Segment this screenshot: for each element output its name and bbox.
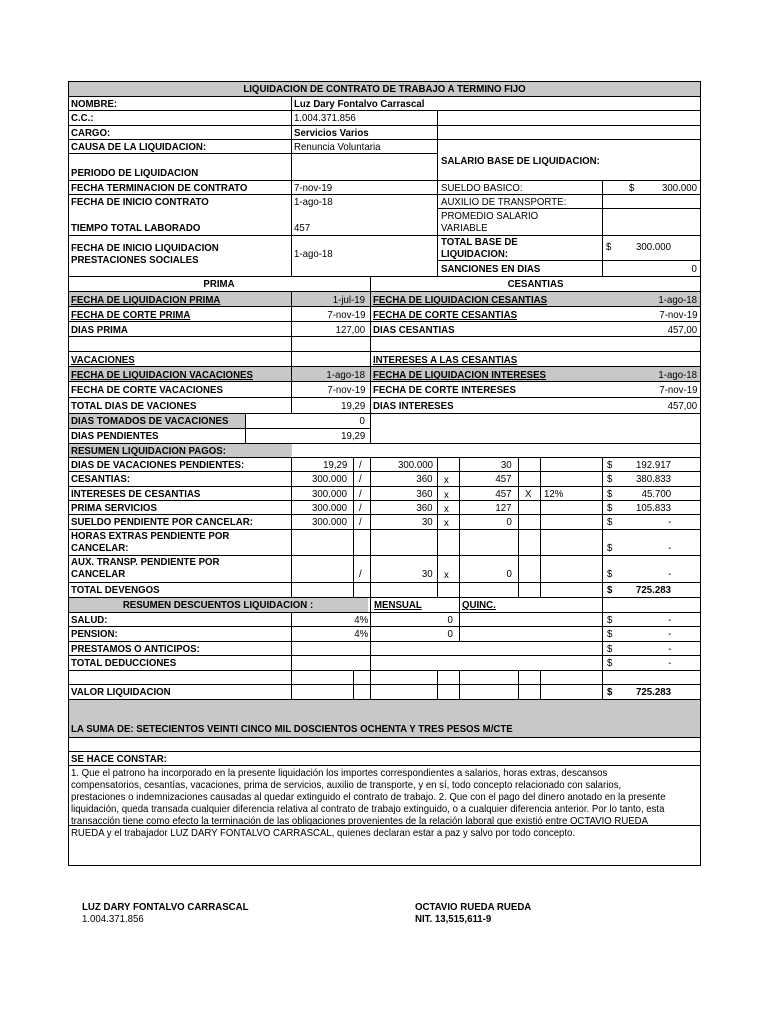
constar-label: SE HACE CONSTAR: (71, 753, 167, 765)
int-dias-value: 457,00 (667, 400, 697, 412)
pago-c: 0 (506, 516, 512, 528)
salud-pct: 4% (354, 614, 368, 626)
total-deducciones-label: TOTAL DEDUCCIONES (71, 657, 177, 669)
descuentos-title: RESUMEN DESCUENTOS LIQUIDACION : (122, 599, 314, 611)
pago-total: - (667, 516, 671, 528)
prima-fecha-corte-label: FECHA DE CORTE PRIMA (71, 309, 191, 321)
pago-cur: $ (607, 502, 613, 514)
prima-dias-label: DIAS PRIMA (71, 324, 128, 336)
cc-label: C.C.: (71, 112, 94, 124)
pago-total: 380.833 (636, 473, 671, 485)
pago-c: 457 (495, 488, 512, 500)
pago-cur: $ (607, 459, 613, 471)
int-fecha-liq-value: 1-ago-18 (658, 369, 697, 381)
total-devengos-cur: $ (607, 584, 613, 596)
periodo-label: PERIODO DE LIQUIDACION (71, 167, 199, 179)
vac-tomados-label: DIAS TOMADOS DE VACACIONES (71, 415, 229, 427)
horas-extras-cur: $ (607, 542, 613, 554)
tiempo-label: TIEMPO TOTAL LABORADO (71, 222, 201, 234)
salud-total: - (667, 614, 671, 626)
pago-op1: / (359, 488, 362, 500)
pago-op2: x (444, 517, 449, 529)
auxilio-label: AUXILIO DE TRANSPORTE: (441, 196, 567, 208)
vac-fecha-liq-value: 1-ago-18 (326, 369, 365, 381)
pago-d: 12% (544, 488, 564, 500)
vac-total-value: 19,29 (340, 400, 365, 412)
prestamos-cur: $ (607, 643, 613, 655)
int-fecha-liq-label: FECHA DE LIQUIDACION INTERESES (373, 369, 547, 381)
fecha-inicio-value: 1-ago-18 (294, 196, 333, 208)
pago-cur: $ (607, 473, 613, 485)
total-base-value: 300.000 (636, 241, 671, 253)
pago-op2: x (444, 489, 449, 501)
aux-transp-op1: / (359, 568, 362, 580)
horas-extras-label-1: HORAS EXTRAS PENDIENTE POR (71, 530, 230, 542)
document-title: LIQUIDACION DE CONTRATO DE TRABAJO A TERMINO FIJO (243, 83, 526, 95)
pension-total: - (667, 628, 671, 640)
suma-text: LA SUMA DE: SETECIENTOS VEINTI CINCO MIL DOSCIENTOS OCHENTA Y TRES PESOS M/CTE (71, 723, 513, 735)
pago-c: 457 (495, 473, 512, 485)
pago-label: CESANTIAS: (71, 473, 131, 485)
total-base-currency: $ (606, 241, 612, 253)
cesantias-title: CESANTIAS (507, 278, 564, 290)
pago-op1: / (359, 502, 362, 514)
pago-label: SUELDO PENDIENTE POR CANCELAR: (71, 516, 253, 528)
prima-dias-value: 127,00 (335, 324, 365, 336)
pago-a: 300.000 (312, 516, 347, 528)
pago-c: 30 (501, 459, 512, 471)
vac-tomados-value: 0 (359, 415, 365, 427)
valor-liquidacion-label: VALOR LIQUIDACION (71, 686, 171, 698)
firma-empleador-id: NIT. 13,515,611-9 (415, 913, 492, 925)
pago-b: 360 (416, 488, 433, 500)
pago-b: 300.000 (398, 459, 433, 471)
pago-a: 300.000 (312, 473, 347, 485)
total-devengos-value: 725.283 (636, 584, 671, 596)
aux-transp-c: 0 (506, 568, 512, 580)
cesantias-dias-label: DIAS CESANTIAS (373, 324, 455, 336)
cesantias-dias-value: 457,00 (667, 324, 697, 336)
vacaciones-title: VACACIONES (71, 354, 135, 366)
aux-transp-total: - (667, 568, 671, 580)
cargo-label: CARGO: (71, 127, 111, 139)
vac-fecha-corte-value: 7-nov-19 (326, 384, 365, 396)
fecha-terminacion-value: 7-nov-19 (294, 182, 333, 194)
nombre-value: Luz Dary Fontalvo Carrascal (294, 98, 425, 110)
pago-op2: x (444, 474, 449, 486)
salario-title: SALARIO BASE DE LIQUIDACION: (441, 155, 600, 167)
mensual-label: MENSUAL (374, 599, 422, 611)
pago-label: PRIMA SERVICIOS (71, 502, 157, 514)
pago-total: 192.917 (636, 459, 671, 471)
int-fecha-corte-value: 7-nov-19 (658, 384, 697, 396)
pago-a: 300.000 (312, 502, 347, 514)
sueldo-value: 300.000 (662, 182, 697, 194)
salud-label: SALUD: (71, 614, 108, 626)
pago-c: 127 (495, 502, 512, 514)
pension-label: PENSION: (71, 628, 118, 640)
cargo-value: Servicios Varios (294, 127, 369, 139)
pago-op1: / (359, 459, 362, 471)
nombre-label: NOMBRE: (71, 98, 118, 110)
pago-label: INTERESES DE CESANTIAS (71, 488, 201, 500)
prima-fecha-liq-label: FECHA DE LIQUIDACION PRIMA (71, 294, 221, 306)
constar-text: 1. Que el patrono ha incorporado en la presente liquidación los importes correspondientes a salarios, horas extras, descansos compensatorios, cesantías, vacaciones, prima de servicios, auxilio de transporte, y en sí, todo concepto relacionado con salarios, prestaciones o indemnizaciones causadas al quedar extinguido el contrato de trabajo. 2. Que con el pago del dinero anotado en la presente liquidación, queda transada cualquier diferencia relativa al contrato de trabajo extinguido, o a cualquier diferencia anterior. Por lo tanto, esta transacción tiene como efecto la terminación de las obligaciones provenientes de la relación laboral que existió entre OCTAVIO RUEDA RUEDA y el trabajador LUZ DARY FONTALVO CARRASCAL, quienes declaran estar a paz y salvo por todo concepto. (71, 768, 666, 839)
pago-op3: X (525, 488, 532, 500)
pago-total: 45.700 (641, 488, 671, 500)
causa-label: CAUSA DE LA LIQUIDACION: (71, 141, 207, 153)
cesantias-fecha-liq-label: FECHA DE LIQUIDACION CESANTIAS (373, 294, 548, 306)
valor-liquidacion-value: 725.283 (636, 686, 671, 698)
prima-fecha-corte-value: 7-nov-19 (326, 309, 365, 321)
cesantias-fecha-liq-value: 1-ago-18 (658, 294, 697, 306)
salud-mensual: 0 (447, 614, 453, 626)
prima-fecha-liq-value: 1-jul-19 (332, 294, 365, 306)
pago-cur: $ (607, 488, 613, 500)
aux-transp-label-1: AUX. TRANSP. PENDIENTE POR (71, 556, 220, 568)
inicio-prestaciones-label-1: FECHA DE INICIO LIQUIDACION (71, 242, 219, 254)
aux-transp-cur: $ (607, 568, 613, 580)
pension-mensual: 0 (447, 628, 453, 640)
inicio-prestaciones-label-2: PRESTACIONES SOCIALES (71, 254, 199, 266)
promedio-label-2: VARIABLE (441, 222, 488, 234)
firma-trabajador-id: 1.004.371.856 (82, 913, 144, 925)
pago-b: 30 (422, 516, 433, 528)
pago-b: 360 (416, 473, 433, 485)
pago-op1: / (359, 516, 362, 528)
pago-label: DIAS DE VACACIONES PENDIENTES: (71, 459, 245, 471)
salud-cur: $ (607, 614, 613, 626)
cesantias-fecha-corte-label: FECHA DE CORTE CESANTIAS (373, 309, 518, 321)
total-deducciones-cur: $ (607, 657, 613, 669)
vac-fecha-corte-label: FECHA DE CORTE VACACIONES (71, 384, 223, 396)
promedio-label-1: PROMEDIO SALARIO (441, 210, 539, 222)
inicio-prestaciones-value: 1-ago-18 (294, 248, 333, 260)
aux-transp-b: 30 (422, 568, 433, 580)
vac-total-label: TOTAL DIAS DE VACIONES (71, 400, 197, 412)
total-base-label-1: TOTAL BASE DE (441, 236, 518, 248)
horas-extras-total: - (667, 542, 671, 554)
intereses-title: INTERESES A LAS CESANTIAS (373, 354, 518, 366)
sueldo-label: SUELDO BASICO: (441, 182, 523, 194)
prestamos-label: PRESTAMOS O ANTICIPOS: (71, 643, 200, 655)
total-deducciones-value: - (667, 657, 671, 669)
pago-cur: $ (607, 516, 613, 528)
pago-total: 105.833 (636, 502, 671, 514)
sanciones-label: SANCIONES EN DIAS (441, 263, 541, 275)
aux-transp-label-2: CANCELAR (71, 568, 126, 580)
fecha-terminacion-label: FECHA TERMINACION DE CONTRATO (71, 182, 248, 194)
int-dias-label: DIAS INTERESES (373, 400, 454, 412)
pago-op2: x (444, 503, 449, 515)
sueldo-currency: $ (629, 182, 635, 194)
aux-transp-op2: x (444, 569, 449, 581)
pago-a: 19,29 (322, 459, 347, 471)
resumen-pagos-title: RESUMEN LIQUIDACION PAGOS: (71, 445, 226, 457)
cesantias-fecha-corte-value: 7-nov-19 (658, 309, 697, 321)
pension-cur: $ (607, 628, 613, 640)
pago-a: 300.000 (312, 488, 347, 500)
vac-fecha-liq-label: FECHA DE LIQUIDACION VACACIONES (71, 369, 253, 381)
cc-value: 1.004.371.856 (294, 112, 356, 124)
prima-title: PRIMA (203, 278, 235, 290)
prestamos-total: - (667, 643, 671, 655)
total-base-label-2: LIQUIDACION: (441, 248, 509, 260)
quinc-label: QUINC. (462, 599, 496, 611)
total-devengos-label: TOTAL DEVENGOS (71, 584, 160, 596)
valor-liquidacion-cur: $ (607, 686, 613, 698)
firma-empleador-name: OCTAVIO RUEDA RUEDA (415, 901, 532, 913)
sanciones-value: 0 (691, 263, 697, 275)
tiempo-value: 457 (294, 222, 311, 234)
vac-pendientes-value: 19,29 (340, 430, 365, 442)
vac-pendientes-label: DIAS PENDIENTES (71, 430, 159, 442)
pension-pct: 4% (354, 628, 368, 640)
causa-value: Renuncia Voluntaria (294, 141, 381, 153)
horas-extras-label-2: CANCELAR: (71, 542, 129, 554)
fecha-inicio-label: FECHA DE INICIO CONTRATO (71, 196, 209, 208)
firma-trabajador-name: LUZ DARY FONTALVO CARRASCAL (82, 901, 249, 913)
pago-op1: / (359, 473, 362, 485)
pago-b: 360 (416, 502, 433, 514)
int-fecha-corte-label: FECHA DE CORTE INTERESES (373, 384, 516, 396)
